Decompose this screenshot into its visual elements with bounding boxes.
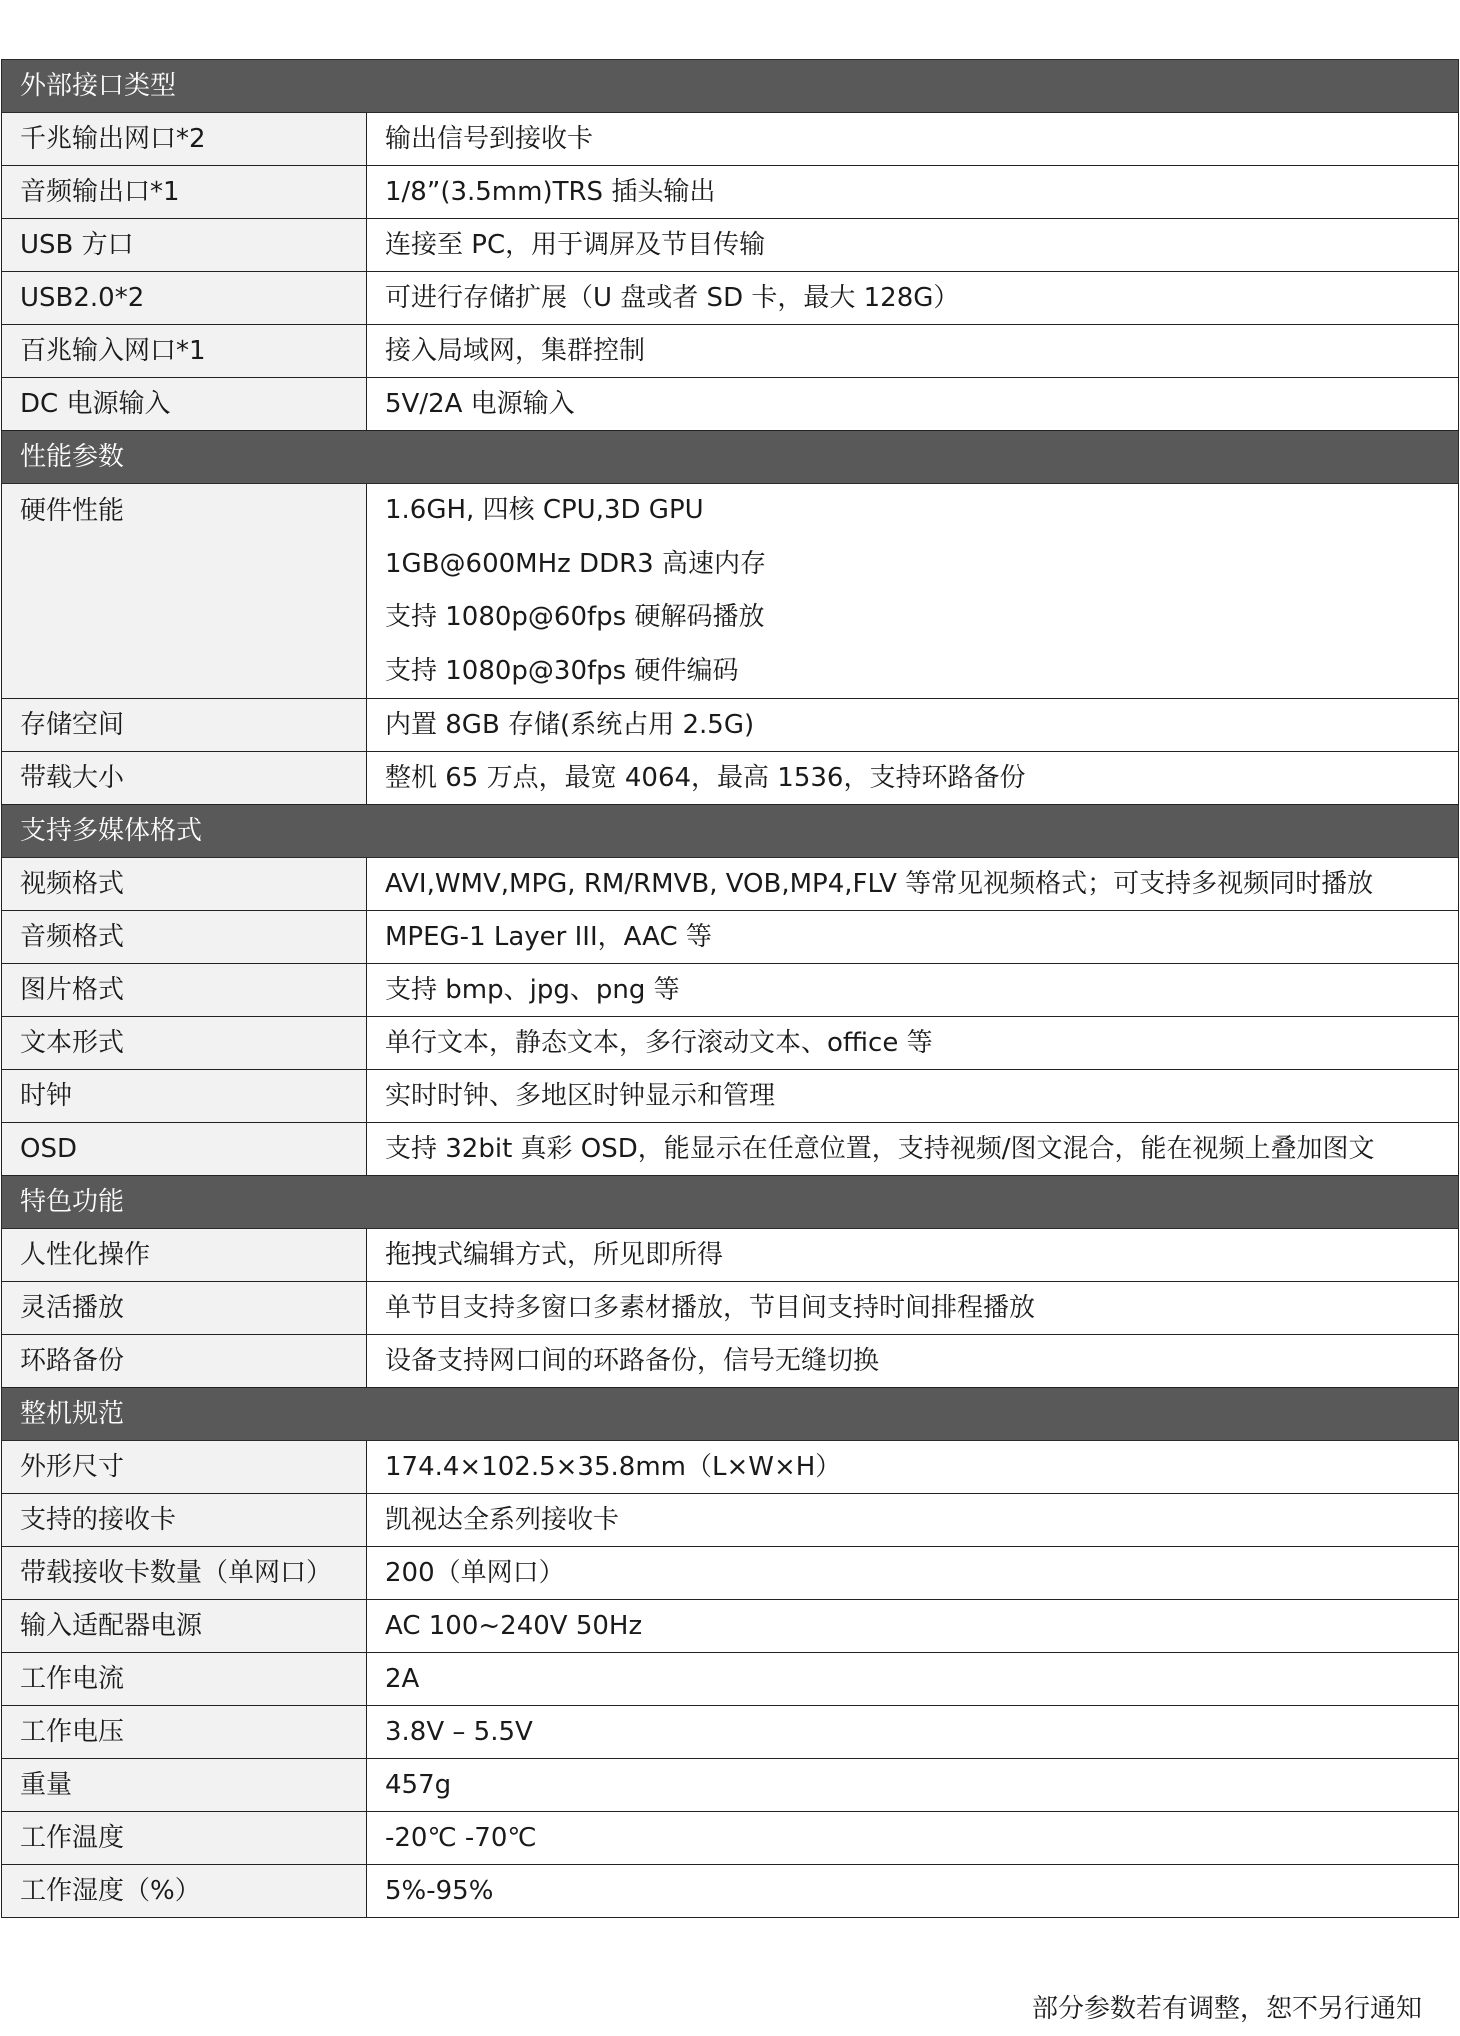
spec-row: [2, 1547, 1459, 1600]
section-title: 支持多媒体格式: [2, 805, 1459, 858]
spec-row: [2, 699, 1459, 752]
spec-value: 5V/2A 电源输入: [367, 378, 1459, 431]
spec-value: 接入局域网，集群控制: [367, 325, 1459, 378]
spec-row: [2, 1812, 1459, 1865]
spec-label: 工作电压: [2, 1706, 367, 1759]
section-title: 整机规范: [2, 1388, 1459, 1441]
spec-value: MPEG-1 Layer III，AAC 等: [367, 911, 1459, 964]
spec-label: 视频格式: [2, 858, 367, 911]
spec-label: 图片格式: [2, 964, 367, 1017]
spec-value: AC 100~240V 50Hz: [367, 1600, 1459, 1653]
section-header-row: [2, 805, 1459, 858]
spec-label: 硬件性能: [2, 484, 367, 699]
spec-row: [2, 378, 1459, 431]
section-header-row: [2, 60, 1459, 113]
spec-value: 拖拽式编辑方式，所见即所得: [367, 1229, 1459, 1282]
spec-label: 存储空间: [2, 699, 367, 752]
spec-label: 时钟: [2, 1070, 367, 1123]
spec-value: 174.4×102.5×35.8mm（L×W×H）: [367, 1441, 1459, 1494]
spec-label: 灵活播放: [2, 1282, 367, 1335]
spec-label: 文本形式: [2, 1017, 367, 1070]
section-title: 特色功能: [2, 1176, 1459, 1229]
spec-value: 设备支持网口间的环路备份，信号无缝切换: [367, 1335, 1459, 1388]
spec-value-line: 1GB@600MHz DDR3 高速内存: [385, 548, 766, 579]
spec-table-body: [2, 60, 1459, 1918]
spec-value: 1/8”(3.5mm)TRS 插头输出: [367, 166, 1459, 219]
footer-note: 部分参数若有调整，恕不另行通知: [1031, 1994, 1422, 2024]
spec-row: [2, 1600, 1459, 1653]
spec-label: 输入适配器电源: [2, 1600, 367, 1653]
spec-row: [2, 166, 1459, 219]
section-title: 性能参数: [2, 431, 1459, 484]
spec-label: 音频输出口*1: [2, 166, 367, 219]
spec-label: USB2.0*2: [2, 272, 367, 325]
spec-row: [2, 1229, 1459, 1282]
spec-row: [2, 1865, 1459, 1918]
spec-row: [2, 752, 1459, 805]
section-header-row: [2, 1176, 1459, 1229]
spec-label: 工作湿度（%）: [2, 1865, 367, 1918]
spec-label: 重量: [2, 1759, 367, 1812]
spec-label: 环路备份: [2, 1335, 367, 1388]
spec-value: 支持 bmp、jpg、png 等: [367, 964, 1459, 1017]
spec-row: [2, 1441, 1459, 1494]
spec-value: AVI,WMV,MPG, RM/RMVB, VOB,MP4,FLV 等常见视频格式；可支持多视频同时播放: [367, 858, 1459, 911]
spec-row: [2, 911, 1459, 964]
spec-label: 带载接收卡数量（单网口）: [2, 1547, 367, 1600]
spec-value: 200（单网口）: [367, 1547, 1459, 1600]
spec-row: [2, 272, 1459, 325]
spec-value: 实时时钟、多地区时钟显示和管理: [367, 1070, 1459, 1123]
spec-label: 支持的接收卡: [2, 1494, 367, 1547]
spec-value-line: 1.6GH, 四核 CPU,3D GPU: [385, 495, 704, 525]
spec-row: [2, 964, 1459, 1017]
spec-label: OSD: [2, 1123, 367, 1176]
spec-value: 3.8V – 5.5V: [367, 1706, 1459, 1759]
spec-row: [2, 1123, 1459, 1176]
spec-row: [2, 1653, 1459, 1706]
spec-label: 带载大小: [2, 752, 367, 805]
spec-value: 凯视达全系列接收卡: [367, 1494, 1459, 1547]
spec-row: [2, 325, 1459, 378]
section-title: 外部接口类型: [2, 60, 1459, 113]
spec-value: 457g: [367, 1759, 1459, 1812]
spec-row: [2, 1070, 1459, 1123]
spec-label: 工作温度: [2, 1812, 367, 1865]
spec-row: [2, 1494, 1459, 1547]
spec-value: 可进行存储扩展（U 盘或者 SD 卡，最大 128G）: [367, 272, 1459, 325]
spec-value: 整机 65 万点，最宽 4064，最高 1536，支持环路备份: [367, 752, 1459, 805]
spec-value-line: 支持 1080p@30fps 硬件编码: [385, 655, 739, 686]
spec-label: 外形尺寸: [2, 1441, 367, 1494]
spec-row: [2, 1282, 1459, 1335]
spec-value: 单节目支持多窗口多素材播放，节目间支持时间排程播放: [367, 1282, 1459, 1335]
spec-row: [2, 219, 1459, 272]
spec-row: [2, 1017, 1459, 1070]
spec-row: [2, 1759, 1459, 1812]
spec-value: 5%-95%: [367, 1865, 1459, 1918]
spec-value-list: [367, 484, 1459, 699]
spec-value: 连接至 PC，用于调屏及节目传输: [367, 219, 1459, 272]
spec-value: 输出信号到接收卡: [367, 113, 1459, 166]
spec-label: USB 方口: [2, 219, 367, 272]
spec-label: 百兆输入网口*1: [2, 325, 367, 378]
spec-label: DC 电源输入: [2, 378, 367, 431]
spec-label: 工作电流: [2, 1653, 367, 1706]
spec-label: 音频格式: [2, 911, 367, 964]
spec-value: 支持 32bit 真彩 OSD，能显示在任意位置，支持视频/图文混合，能在视频上叠加图文: [367, 1123, 1459, 1176]
spec-row: [2, 858, 1459, 911]
spec-table: [1, 59, 1459, 1918]
spec-row: [2, 1706, 1459, 1759]
spec-value: 单行文本，静态文本，多行滚动文本、office 等: [367, 1017, 1459, 1070]
spec-label: 千兆输出网口*2: [2, 113, 367, 166]
spec-value-line: 支持 1080p@60fps 硬解码播放: [385, 602, 765, 632]
spec-value: 内置 8GB 存储(系统占用 2.5G): [367, 699, 1459, 752]
section-header-row: [2, 431, 1459, 484]
spec-row: [2, 1335, 1459, 1388]
spec-label: 人性化操作: [2, 1229, 367, 1282]
spec-row: [2, 484, 1459, 699]
spec-row: [2, 113, 1459, 166]
spec-value: -20℃ -70℃: [367, 1812, 1459, 1865]
section-header-row: [2, 1388, 1459, 1441]
spec-value: 2A: [367, 1653, 1459, 1706]
